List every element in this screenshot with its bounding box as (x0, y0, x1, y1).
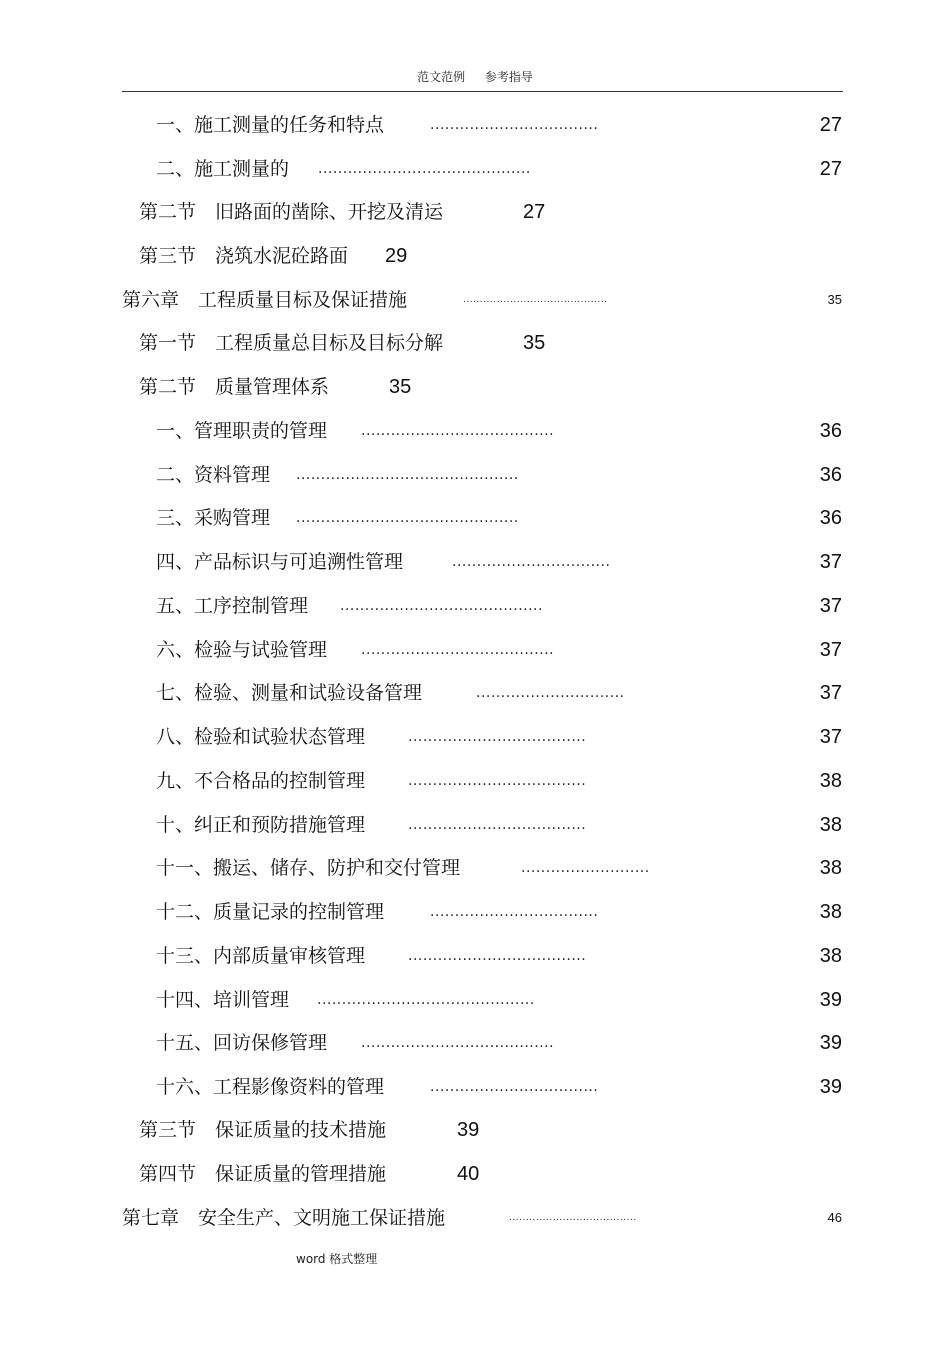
toc-leader-dots: ....................................... (361, 1035, 555, 1051)
toc-page-number: 37 (819, 551, 842, 573)
toc-section[interactable] (0, 328, 950, 358)
toc-item-title: 一、管理职责的管理 (156, 420, 328, 442)
toc-page-number: 37 (819, 595, 842, 617)
toc-page-number: 40 (457, 1163, 480, 1185)
toc-item[interactable] (0, 853, 950, 883)
toc-item-title: 十五、回访保修管理 (156, 1032, 328, 1054)
toc-leader-dots: .................................... (408, 729, 587, 745)
toc-page-number: 37 (819, 682, 842, 704)
toc-leader-dots: ....................................... (361, 642, 555, 658)
header-right-text: 参考指导 (484, 70, 533, 84)
toc-item[interactable] (0, 460, 950, 490)
toc-page-number: 36 (819, 507, 842, 529)
toc-item[interactable] (0, 678, 950, 708)
page-header (0, 68, 950, 85)
toc-leader-dots: .................................. (430, 117, 599, 133)
toc-page-number: 38 (819, 901, 842, 923)
toc-item-title: 十二、质量记录的控制管理 (156, 901, 385, 923)
toc-leader-dots: .................................... (408, 948, 587, 964)
toc-chapter-title: 第七章 安全生产、文明施工保证措施 (122, 1207, 446, 1229)
toc-item-title: 三、采购管理 (156, 507, 271, 529)
header-left-text: 范文范例 (417, 70, 466, 84)
toc-item[interactable] (0, 591, 950, 621)
toc-item-title: 七、检验、测量和试验设备管理 (156, 682, 423, 704)
toc-section-title: 第二节 旧路面的凿除、开挖及清运 (139, 201, 444, 223)
toc-section-title: 第一节 工程质量总目标及目标分解 (139, 332, 444, 354)
toc-page-number: 27 (819, 114, 842, 136)
toc-item-title: 二、施工测量的 (156, 158, 290, 180)
toc-page-number: 38 (819, 770, 842, 792)
toc-page-number: 37 (819, 726, 842, 748)
toc-item[interactable] (0, 941, 950, 971)
toc-item-title: 四、产品标识与可追溯性管理 (156, 551, 404, 573)
toc-section[interactable] (0, 1159, 950, 1189)
toc-item[interactable] (0, 985, 950, 1015)
toc-leader-dots: ........................................... (318, 161, 531, 177)
toc-item-title: 二、资料管理 (156, 464, 271, 486)
toc-item[interactable] (0, 547, 950, 577)
page-footer: word 格式整理 (296, 1252, 378, 1266)
toc-page-number: 36 (819, 464, 842, 486)
toc-page-number: 35 (523, 332, 546, 354)
toc-item-title: 九、不合格品的控制管理 (156, 770, 366, 792)
toc-leader-dots: .................................... (408, 773, 587, 789)
toc-leader-dots: ......................................... (340, 598, 543, 614)
toc-page-number: 39 (819, 989, 842, 1011)
toc-item[interactable] (0, 635, 950, 665)
toc-item[interactable] (0, 810, 950, 840)
toc-page-number: 35 (827, 292, 842, 307)
toc-chapter-title: 第六章 工程质量目标及保证措施 (122, 289, 408, 311)
toc-item[interactable] (0, 766, 950, 796)
toc-section[interactable] (0, 241, 950, 271)
toc-item-title: 十六、工程影像资料的管理 (156, 1076, 385, 1098)
toc-item-title: 六、检验与试验管理 (156, 639, 328, 661)
toc-page-number: 38 (819, 857, 842, 879)
toc-section-title: 第三节 保证质量的技术措施 (139, 1119, 387, 1141)
toc-chapter[interactable] (0, 1203, 950, 1233)
toc-section[interactable] (0, 197, 950, 227)
toc-item[interactable] (0, 897, 950, 927)
toc-section[interactable] (0, 372, 950, 402)
toc-chapter[interactable] (0, 285, 950, 315)
toc-item-title: 十、纠正和预防措施管理 (156, 814, 366, 836)
toc-page-number: 39 (819, 1076, 842, 1098)
toc-page-number: 38 (819, 814, 842, 836)
toc-leader-dots: ....................................... (361, 423, 555, 439)
toc-page-number: 38 (819, 945, 842, 967)
toc-section[interactable] (0, 1115, 950, 1145)
toc-item[interactable] (0, 416, 950, 446)
toc-item-title: 八、检验和试验状态管理 (156, 726, 366, 748)
toc-item[interactable] (0, 1072, 950, 1102)
toc-leader-dots: .................................... (408, 817, 587, 833)
toc-item[interactable] (0, 110, 950, 140)
toc-page-number: 35 (389, 376, 412, 398)
toc-page-number: 27 (523, 201, 546, 223)
toc-leader-dots: .................................. (430, 1079, 599, 1095)
toc-item[interactable] (0, 722, 950, 752)
toc-item-title: 五、工序控制管理 (156, 595, 309, 617)
toc-page-number: 46 (827, 1210, 842, 1225)
toc-page-number: 37 (819, 639, 842, 661)
toc-leader-dots: ............................................ (317, 992, 535, 1008)
toc-item-title: 十三、内部质量审核管理 (156, 945, 366, 967)
toc-leader-dots: .......................... (521, 860, 650, 876)
toc-leader-dots: ............................................. (296, 467, 519, 483)
toc-section-title: 第四节 保证质量的管理措施 (139, 1163, 387, 1185)
toc-leader-dots: ................................ (452, 554, 611, 570)
toc-page-number: 36 (819, 420, 842, 442)
header-rule (122, 91, 843, 92)
toc-leader-dots: ........................................... (463, 295, 608, 305)
toc-item[interactable] (0, 154, 950, 184)
toc-item-title: 一、施工测量的任务和特点 (156, 114, 385, 136)
toc-item[interactable] (0, 503, 950, 533)
toc-page-number: 39 (457, 1119, 480, 1141)
toc-leader-dots: .............................. (476, 685, 625, 701)
toc-item-title: 十四、培训管理 (156, 989, 290, 1011)
toc-item[interactable] (0, 1028, 950, 1058)
toc-leader-dots: ............................................. (296, 510, 519, 526)
toc-page-number: 27 (819, 158, 842, 180)
toc-section-title: 第三节 浇筑水泥砼路面 (139, 245, 349, 267)
toc-item-title: 十一、搬运、储存、防护和交付管理 (156, 857, 461, 879)
toc-leader-dots: ...................................... (509, 1213, 637, 1223)
toc-page-number: 29 (385, 245, 408, 267)
toc-page-number: 39 (819, 1032, 842, 1054)
toc-section-title: 第二节 质量管理体系 (139, 376, 330, 398)
toc-leader-dots: .................................. (430, 904, 599, 920)
